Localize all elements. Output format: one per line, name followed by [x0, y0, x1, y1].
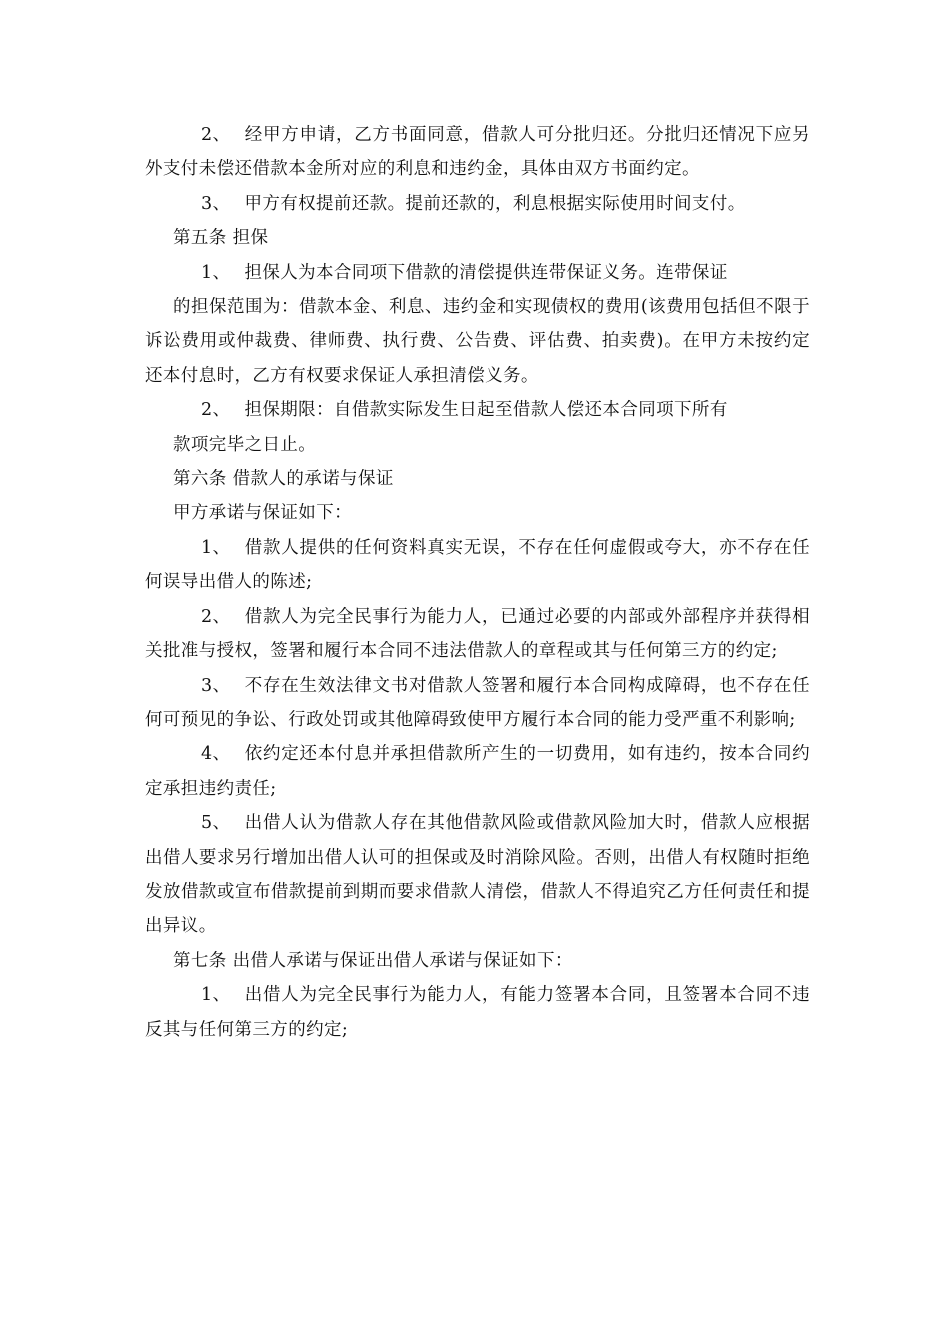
paragraph-text: 甲方有权提前还款。提前还款的，利息根据实际使用时间支付。 — [244, 193, 746, 214]
paragraph-borrower-3 — [145, 669, 810, 738]
paragraph-guarantee-1 — [145, 256, 810, 290]
heading-text: 第七条 出借人承诺与保证出借人承诺与保证如下： — [173, 950, 573, 971]
item-number: 3、 — [201, 675, 231, 696]
paragraph-guarantee-term — [145, 428, 810, 462]
paragraph-guarantee-scope — [145, 290, 810, 393]
heading-text: 第六条 借款人的承诺与保证 — [173, 469, 394, 490]
paragraph-text: 借款人提供的任何资料真实无误，不存在任何虚假或夸大，亦不存在任何误导出借人的陈述; — [145, 537, 810, 593]
paragraph-text: 担保期限：自借款实际发生日起至借款人偿还本合同项下所有 — [244, 400, 728, 421]
paragraph-text: 依约定还本付息并承担借款所产生的一切费用，如有违约，按本合同约定承担违约责任; — [145, 744, 810, 799]
paragraph-text: 出借人为完全民事行为能力人，有能力签署本合同，且签署本合同不违反其与任何第三方的约定; — [145, 985, 810, 1040]
paragraph-borrower-4 — [145, 737, 810, 806]
item-number: 2、 — [201, 606, 231, 627]
paragraph-borrower-1 — [145, 531, 810, 600]
item-number: 3、 — [201, 193, 231, 214]
paragraph-intro-6 — [145, 496, 810, 530]
paragraph-3 — [145, 187, 810, 221]
paragraph-text: 借款人为完全民事行为能力人，已通过必要的内部或外部程序并获得相关批准与授权，签署和履行本合同不违法借款人的章程或其与任何第三方的约定; — [145, 606, 810, 662]
paragraph-text: 不存在生效法律文书对借款人签署和履行本合同构成障碍，也不存在任何可预见的争讼、行政处罚或其他障碍致使甲方履行本合同的能力受严重不利影响; — [145, 675, 810, 730]
section-heading-5 — [145, 221, 810, 255]
paragraph-lender-1 — [145, 978, 810, 1047]
paragraph-text: 出借人认为借款人存在其他借款风险或借款风险加大时，借款人应根据出借人要求另行增加出借人认可的担保或及时消除风险。否则，出借人有权随时拒绝发放借款或宣布借款提前到期而要求借款人清偿，借款人不得追究乙方任何责任和提出异议。 — [145, 813, 810, 937]
document-page — [145, 118, 810, 1047]
item-number: 4、 — [201, 744, 231, 765]
heading-text: 第五条 担保 — [173, 228, 269, 249]
item-number: 1、 — [201, 537, 231, 558]
paragraph-guarantee-2 — [145, 393, 810, 427]
paragraph-text: 经甲方申请，乙方书面同意，借款人可分批归还。分批归还情况下应另外支付未偿还借款本金所对应的利息和违约金，具体由双方书面约定。 — [145, 125, 810, 180]
paragraph-text: 担保人为本合同项下借款的清偿提供连带保证义务。连带保证 — [244, 262, 728, 283]
paragraph-text: 甲方承诺与保证如下： — [173, 503, 352, 524]
paragraph-borrower-5 — [145, 806, 810, 944]
item-number: 1、 — [201, 262, 231, 283]
item-number: 1、 — [201, 985, 231, 1006]
item-number: 5、 — [201, 813, 231, 834]
section-heading-6 — [145, 462, 810, 496]
paragraph-text: 款项完毕之日止。 — [173, 434, 317, 455]
item-number: 2、 — [201, 400, 231, 421]
paragraph-2 — [145, 118, 810, 187]
section-heading-7 — [145, 944, 810, 978]
paragraph-text: 的担保范围为：借款本金、利息、违约金和实现债权的费用(该费用包括但不限于诉讼费用或仲裁费、律师费、执行费、公告费、评估费、拍卖费)。在甲方未按约定还本付息时，乙方有权要求保证人承担清偿义务。 — [145, 297, 810, 386]
paragraph-borrower-2 — [145, 600, 810, 669]
item-number: 2、 — [201, 125, 231, 145]
